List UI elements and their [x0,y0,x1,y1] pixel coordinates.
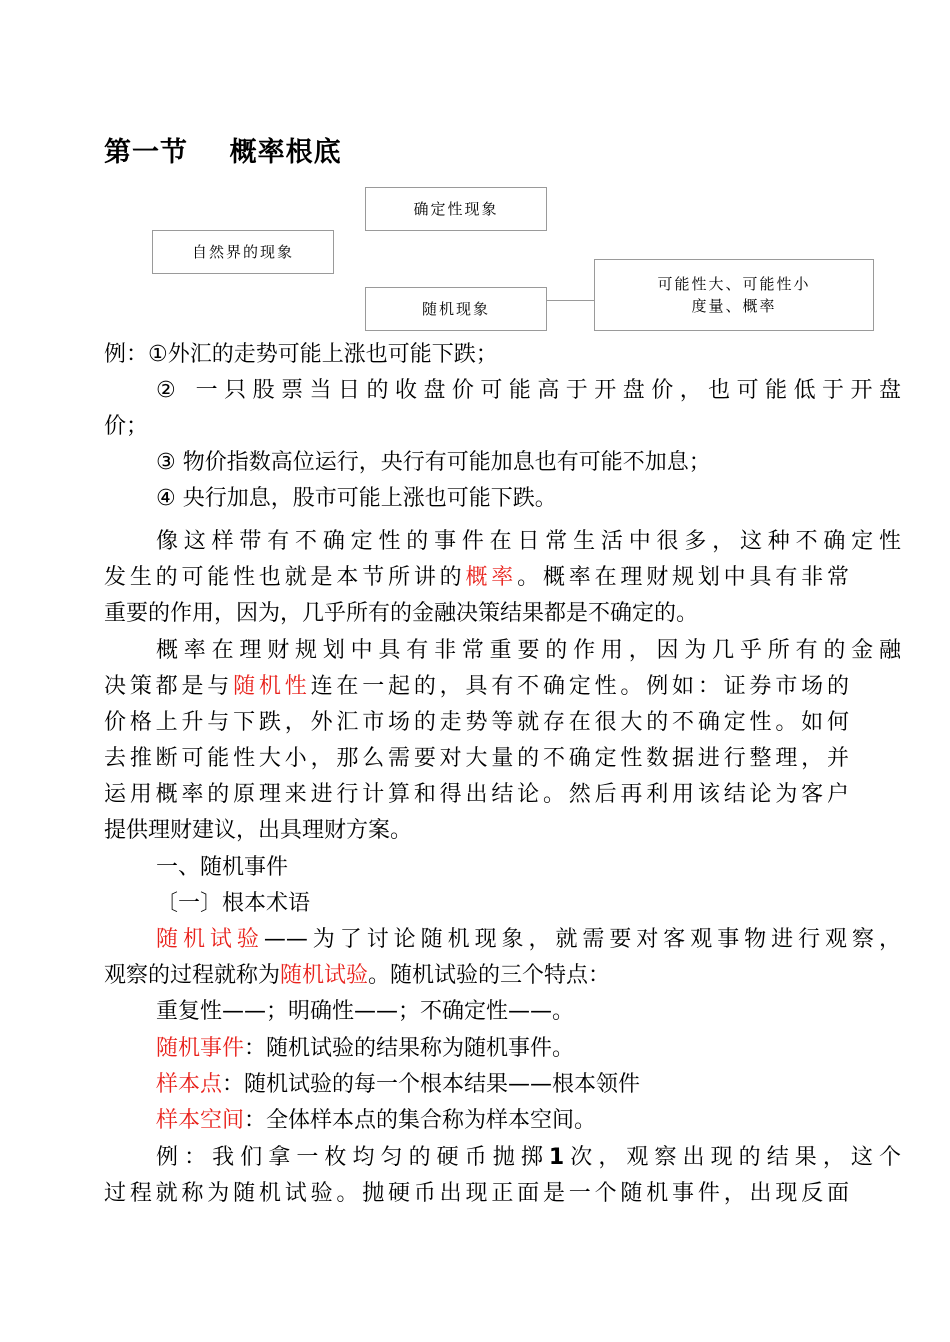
paragraph-1-line-1: 像这样带有不确定性的事件在日常生活中很多，这种不确定性 [156,529,901,554]
text-segment: 。随机试验的三个特点： [368,963,611,988]
coin-example-line-2: 过程就称为随机试验。抛硬币出现正面是一个随机事件，出现反面 [104,1181,849,1206]
text-segment: ——为了讨论随机现象，就需要对客观事物进行观察， [263,927,901,952]
subsubsection-heading: 〔一〕根本术语 [156,891,311,916]
paragraph-1-line-2 [104,560,849,596]
text-segment: ：随机试验的结果称为随机事件。 [244,1036,575,1061]
text-segment: ：随机试验的每一个根本结果——根本领件 [222,1072,641,1097]
term-random-experiment: 随机试验 [156,927,264,952]
term-probability: 概率 [465,565,518,590]
characteristics-line: 重复性——；明确性——；不确定性——。 [156,999,575,1024]
text-segment: ：全体样本点的集合称为样本空间。 [244,1108,597,1133]
definition-sample-point [104,1067,901,1103]
diagram-box-deterministic [365,187,547,231]
diagram-box-random [365,287,547,331]
text-segment: 例：我们拿一枚均匀的硬币抛掷 [156,1145,549,1170]
random-label: 随机现象 [421,300,490,318]
definition-random-event [104,1031,901,1067]
definition-random-experiment [104,922,901,958]
measure-line1: 可能性大、可能性小 [657,275,811,293]
section-heading: 第一节 概率根底 [104,137,342,168]
number-one: 1 [548,1145,565,1170]
example-line-3: ③ 物价指数高位运行，央行有可能加息也有可能不加息； [156,450,711,475]
coin-example-line-1 [104,1140,901,1176]
term-random-event: 随机事件 [156,1036,245,1061]
paragraph-2-line-3: 价格上升与下跌，外汇市场的走势等就存在很大的不确定性。如何 [104,710,849,735]
example-line-2: ② 一只股票当日的收盘价可能高于开盘价，也可能低于开盘 [156,378,901,403]
term-random-experiment: 随机试验 [280,963,369,988]
definition-sample-space [104,1103,901,1139]
deterministic-label: 确定性现象 [413,200,499,218]
term-sample-space: 样本空间 [156,1108,245,1133]
paragraph-2-line-6: 提供理财建议，出具理财方案。 [104,818,413,843]
text-segment: 观察的过程就称为 [104,963,281,988]
definition-random-experiment-cont [104,958,849,994]
paragraph-2-line-5: 运用概率的原理来进行计算和得出结论。然后再利用该结论为客户 [104,782,849,807]
term-sample-point: 样本点 [156,1072,223,1097]
text-segment: 发生的可能性也就是本节所讲的 [104,565,466,590]
paragraph-2-line-1: 概率在理财规划中具有非常重要的作用，因为几乎所有的金融 [156,638,901,663]
example-line-4: ④ 央行加息，股市可能上涨也可能下跌。 [156,486,557,511]
example-line-2-cont: 价； [104,414,149,439]
diagram-connector [546,300,595,301]
text-segment: 次，观察出现的结果，这个 [564,1145,901,1170]
subsection-heading: 一、随机事件 [156,855,289,880]
text-segment: 决策都是与 [104,674,234,699]
paragraph-2-line-2 [104,669,849,705]
measure-line2: 度量、概率 [691,297,777,315]
diagram-box-natural-phenomena [152,230,334,274]
natural-phenomena-label: 自然界的现象 [191,243,294,261]
term-randomness: 随机性 [233,674,311,699]
measure-label [657,273,810,317]
diagram-box-measure [594,259,874,331]
text-segment: 。概率在理财规划中具有非常 [517,565,849,590]
example-line-1: 例：①外汇的走势可能上涨也可能下跌； [104,342,498,367]
paragraph-2-line-4: 去推断可能性大小，那么需要对大量的不确定性数据进行整理，并 [104,746,849,771]
paragraph-1-line-3: 重要的作用，因为，几乎所有的金融决策结果都是不确定的。 [104,601,699,626]
text-segment: 连在一起的，具有不确定性。例如：证券市场的 [310,674,849,699]
